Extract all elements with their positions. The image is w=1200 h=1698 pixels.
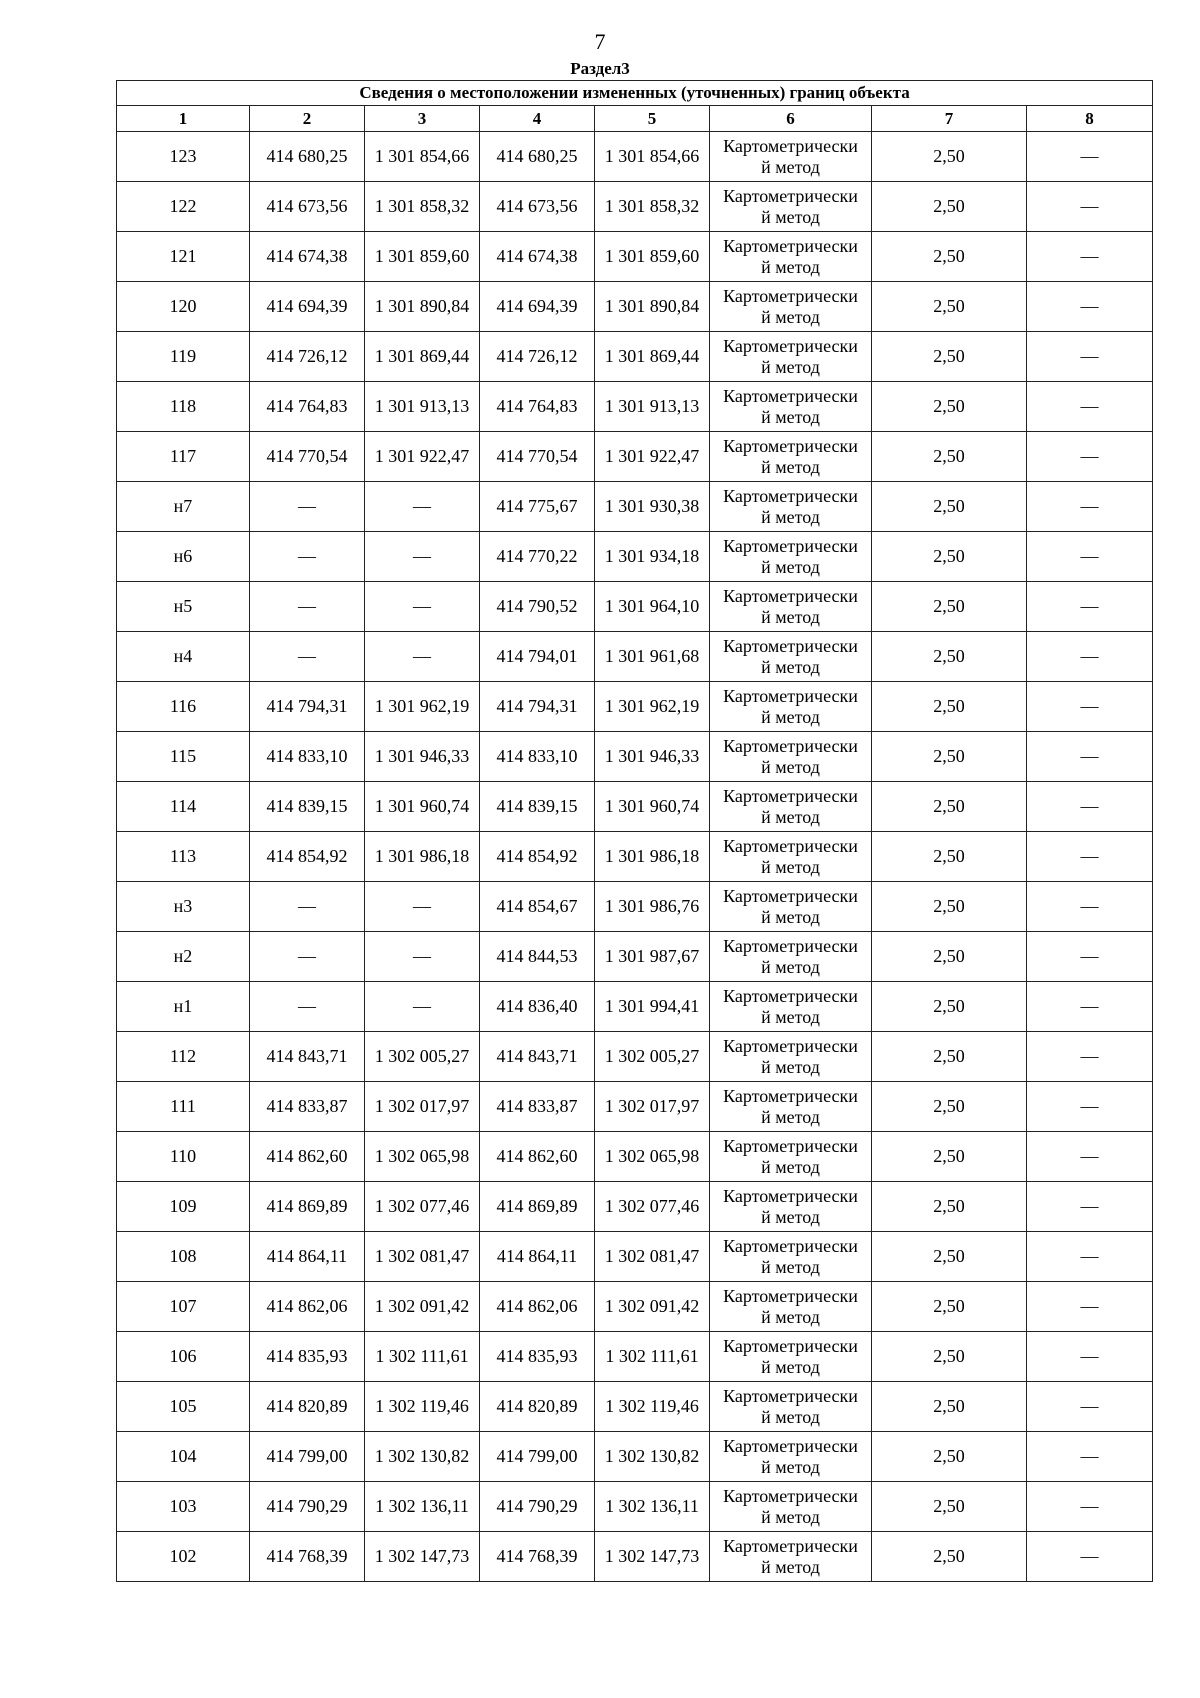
cell-method: Картометрически й метод [710,282,872,332]
cell-x-existing: 414 839,15 [250,782,365,832]
cell-accuracy: 2,50 [872,182,1027,232]
cell-y-new: 1 301 986,18 [595,832,710,882]
cell-x-new: 414 770,22 [480,532,595,582]
cell-description: — [1027,632,1153,682]
cell-method: Картометрически й метод [710,432,872,482]
cell-method: Картометрически й метод [710,632,872,682]
table-row [117,1232,1153,1282]
cell-y-existing: 1 302 005,27 [365,1032,480,1082]
cell-y-existing: 1 302 081,47 [365,1232,480,1282]
cell-y-new: 1 301 962,19 [595,682,710,732]
cell-accuracy: 2,50 [872,1082,1027,1132]
column-header-6: 6 [710,106,872,132]
cell-accuracy: 2,50 [872,582,1027,632]
cell-x-new: 414 862,60 [480,1132,595,1182]
cell-x-existing: 414 833,10 [250,732,365,782]
cell-description: — [1027,1032,1153,1082]
cell-y-new: 1 302 130,82 [595,1432,710,1482]
cell-x-existing: 414 768,39 [250,1532,365,1582]
cell-y-new: 1 301 986,76 [595,882,710,932]
cell-x-existing: — [250,632,365,682]
cell-y-new: 1 301 854,66 [595,132,710,182]
cell-accuracy: 2,50 [872,732,1027,782]
cell-description: — [1027,1282,1153,1332]
cell-method: Картометрически й метод [710,582,872,632]
cell-y-existing: — [365,632,480,682]
cell-point-number: 112 [117,1032,250,1082]
cell-description: — [1027,532,1153,582]
cell-description: — [1027,1132,1153,1182]
column-header-2: 2 [250,106,365,132]
cell-x-new: 414 820,89 [480,1382,595,1432]
cell-point-number: 104 [117,1432,250,1482]
cell-point-number: 108 [117,1232,250,1282]
cell-accuracy: 2,50 [872,1332,1027,1382]
cell-method: Картометрически й метод [710,732,872,782]
table-row [117,932,1153,982]
cell-x-existing: 414 833,87 [250,1082,365,1132]
table-row [117,882,1153,932]
cell-x-new: 414 764,83 [480,382,595,432]
cell-accuracy: 2,50 [872,1532,1027,1582]
cell-y-new: 1 302 017,97 [595,1082,710,1132]
cell-x-existing: 414 864,11 [250,1232,365,1282]
cell-method: Картометрически й метод [710,382,872,432]
cell-y-new: 1 302 091,42 [595,1282,710,1332]
cell-y-existing: 1 301 986,18 [365,832,480,882]
cell-accuracy: 2,50 [872,1482,1027,1532]
cell-x-new: 414 770,54 [480,432,595,482]
cell-description: — [1027,1532,1153,1582]
cell-x-new: 414 790,52 [480,582,595,632]
cell-point-number: 109 [117,1182,250,1232]
cell-accuracy: 2,50 [872,1032,1027,1082]
cell-method: Картометрически й метод [710,1082,872,1132]
table-row [117,1032,1153,1082]
cell-accuracy: 2,50 [872,882,1027,932]
table-row [117,1432,1153,1482]
cell-x-new: 414 794,31 [480,682,595,732]
cell-description: — [1027,932,1153,982]
cell-y-new: 1 301 961,68 [595,632,710,682]
cell-description: — [1027,732,1153,782]
cell-x-new: 414 864,11 [480,1232,595,1282]
cell-point-number: 114 [117,782,250,832]
cell-description: — [1027,1332,1153,1382]
cell-y-existing: 1 301 913,13 [365,382,480,432]
cell-method: Картометрически й метод [710,1132,872,1182]
column-number-row [117,106,1153,132]
table-row [117,532,1153,582]
table-row [117,1382,1153,1432]
table-row [117,1182,1153,1232]
cell-x-existing: 414 854,92 [250,832,365,882]
cell-description: — [1027,132,1153,182]
cell-x-new: 414 833,10 [480,732,595,782]
cell-point-number: н7 [117,482,250,532]
cell-description: — [1027,1482,1153,1532]
cell-point-number: н2 [117,932,250,982]
cell-point-number: 118 [117,382,250,432]
cell-method: Картометрически й метод [710,932,872,982]
table-row [117,182,1153,232]
table-row [117,482,1153,532]
table-row [117,332,1153,382]
cell-x-existing: 414 862,60 [250,1132,365,1182]
cell-y-existing: — [365,482,480,532]
cell-point-number: 113 [117,832,250,882]
cell-x-existing: 414 790,29 [250,1482,365,1532]
cell-accuracy: 2,50 [872,1382,1027,1432]
cell-y-new: 1 301 946,33 [595,732,710,782]
column-header-5: 5 [595,106,710,132]
cell-point-number: 116 [117,682,250,732]
cell-description: — [1027,1432,1153,1482]
cell-y-new: 1 302 005,27 [595,1032,710,1082]
cell-x-existing: 414 794,31 [250,682,365,732]
cell-y-existing: 1 301 859,60 [365,232,480,282]
cell-x-existing: 414 680,25 [250,132,365,182]
cell-method: Картометрически й метод [710,832,872,882]
cell-description: — [1027,1382,1153,1432]
cell-accuracy: 2,50 [872,132,1027,182]
cell-y-new: 1 301 934,18 [595,532,710,582]
cell-description: — [1027,1232,1153,1282]
cell-method: Картометрически й метод [710,1432,872,1482]
cell-point-number: 107 [117,1282,250,1332]
cell-y-new: 1 301 869,44 [595,332,710,382]
cell-y-existing: — [365,882,480,932]
cell-method: Картометрически й метод [710,782,872,832]
cell-x-existing: 414 770,54 [250,432,365,482]
cell-y-new: 1 301 922,47 [595,432,710,482]
cell-point-number: 122 [117,182,250,232]
cell-y-existing: 1 301 869,44 [365,332,480,382]
table-row [117,132,1153,182]
cell-x-new: 414 694,39 [480,282,595,332]
cell-x-new: 414 673,56 [480,182,595,232]
cell-x-existing: 414 835,93 [250,1332,365,1382]
cell-x-new: 414 854,92 [480,832,595,882]
cell-x-new: 414 833,87 [480,1082,595,1132]
cell-accuracy: 2,50 [872,1232,1027,1282]
cell-y-new: 1 301 930,38 [595,482,710,532]
cell-y-new: 1 301 960,74 [595,782,710,832]
table-row [117,1532,1153,1582]
cell-point-number: н3 [117,882,250,932]
table-row [117,1482,1153,1532]
cell-method: Картометрически й метод [710,1182,872,1232]
table-row [117,1282,1153,1332]
cell-point-number: 117 [117,432,250,482]
cell-accuracy: 2,50 [872,1182,1027,1232]
cell-accuracy: 2,50 [872,1282,1027,1332]
cell-y-existing: 1 301 962,19 [365,682,480,732]
cell-method: Картометрически й метод [710,1332,872,1382]
cell-point-number: 121 [117,232,250,282]
cell-x-new: 414 835,93 [480,1332,595,1382]
cell-description: — [1027,232,1153,282]
cell-x-new: 414 839,15 [480,782,595,832]
cell-y-existing: — [365,932,480,982]
table-row [117,632,1153,682]
cell-x-new: 414 775,67 [480,482,595,532]
cell-description: — [1027,982,1153,1032]
cell-description: — [1027,432,1153,482]
cell-x-existing: 414 799,00 [250,1432,365,1482]
table-row [117,732,1153,782]
cell-x-new: 414 862,06 [480,1282,595,1332]
cell-y-new: 1 301 964,10 [595,582,710,632]
cell-accuracy: 2,50 [872,232,1027,282]
cell-y-new: 1 301 913,13 [595,382,710,432]
column-header-8: 8 [1027,106,1153,132]
cell-y-existing: — [365,582,480,632]
cell-y-new: 1 302 111,61 [595,1332,710,1382]
cell-x-new: 414 869,89 [480,1182,595,1232]
cell-description: — [1027,882,1153,932]
cell-y-existing: 1 302 130,82 [365,1432,480,1482]
cell-description: — [1027,582,1153,632]
cell-y-existing: 1 302 065,98 [365,1132,480,1182]
cell-x-new: 414 854,67 [480,882,595,932]
cell-point-number: 119 [117,332,250,382]
cell-y-existing: 1 302 017,97 [365,1082,480,1132]
cell-accuracy: 2,50 [872,332,1027,382]
cell-y-new: 1 302 065,98 [595,1132,710,1182]
cell-x-existing: — [250,482,365,532]
cell-description: — [1027,1082,1153,1132]
cell-y-existing: 1 302 111,61 [365,1332,480,1382]
cell-accuracy: 2,50 [872,782,1027,832]
cell-x-new: 414 680,25 [480,132,595,182]
cell-x-new: 414 794,01 [480,632,595,682]
cell-accuracy: 2,50 [872,432,1027,482]
cell-description: — [1027,282,1153,332]
cell-y-existing: 1 301 854,66 [365,132,480,182]
cell-description: — [1027,382,1153,432]
cell-method: Картометрически й метод [710,482,872,532]
table-row [117,782,1153,832]
cell-accuracy: 2,50 [872,632,1027,682]
table-body [117,132,1153,1582]
table-row [117,1332,1153,1382]
cell-y-existing: 1 302 091,42 [365,1282,480,1332]
cell-accuracy: 2,50 [872,482,1027,532]
cell-description: — [1027,332,1153,382]
cell-y-existing: — [365,982,480,1032]
cell-point-number: 111 [117,1082,250,1132]
cell-accuracy: 2,50 [872,1432,1027,1482]
table-row [117,832,1153,882]
cell-accuracy: 2,50 [872,982,1027,1032]
cell-description: — [1027,482,1153,532]
cell-accuracy: 2,50 [872,682,1027,732]
cell-x-existing: 414 694,39 [250,282,365,332]
cell-accuracy: 2,50 [872,382,1027,432]
cell-point-number: 120 [117,282,250,332]
cell-y-existing: 1 301 890,84 [365,282,480,332]
cell-y-new: 1 302 119,46 [595,1382,710,1432]
cell-description: — [1027,782,1153,832]
table-row [117,1082,1153,1132]
cell-y-existing: 1 301 960,74 [365,782,480,832]
cell-point-number: 102 [117,1532,250,1582]
cell-method: Картометрически й метод [710,682,872,732]
cell-x-existing: — [250,982,365,1032]
cell-point-number: 115 [117,732,250,782]
cell-description: — [1027,832,1153,882]
table-row [117,582,1153,632]
cell-method: Картометрически й метод [710,332,872,382]
cell-x-existing: 414 862,06 [250,1282,365,1332]
cell-method: Картометрически й метод [710,882,872,932]
column-header-7: 7 [872,106,1027,132]
cell-x-existing: — [250,532,365,582]
cell-y-existing: 1 302 119,46 [365,1382,480,1432]
cell-method: Картометрически й метод [710,182,872,232]
table-row [117,432,1153,482]
cell-method: Картометрически й метод [710,132,872,182]
cell-x-existing: — [250,582,365,632]
cell-y-new: 1 302 081,47 [595,1232,710,1282]
cell-x-new: 414 768,39 [480,1532,595,1582]
table-row [117,682,1153,732]
cell-point-number: н6 [117,532,250,582]
cell-x-existing: 414 843,71 [250,1032,365,1082]
cell-y-existing: — [365,532,480,582]
boundary-coordinates-table [116,80,1153,1582]
table-row [117,1132,1153,1182]
cell-y-new: 1 301 987,67 [595,932,710,982]
cell-y-existing: 1 302 136,11 [365,1482,480,1532]
cell-x-existing: 414 726,12 [250,332,365,382]
cell-accuracy: 2,50 [872,832,1027,882]
cell-y-new: 1 302 077,46 [595,1182,710,1232]
cell-method: Картометрически й метод [710,1382,872,1432]
cell-method: Картометрически й метод [710,1282,872,1332]
cell-method: Картометрически й метод [710,532,872,582]
cell-accuracy: 2,50 [872,282,1027,332]
cell-point-number: н5 [117,582,250,632]
table-row [117,982,1153,1032]
cell-point-number: н1 [117,982,250,1032]
cell-y-new: 1 301 890,84 [595,282,710,332]
cell-y-new: 1 301 858,32 [595,182,710,232]
cell-x-new: 414 843,71 [480,1032,595,1082]
cell-x-new: 414 790,29 [480,1482,595,1532]
cell-y-existing: 1 301 946,33 [365,732,480,782]
cell-x-existing: — [250,882,365,932]
cell-description: — [1027,182,1153,232]
table-row [117,232,1153,282]
page-number: 7 [594,29,606,54]
cell-point-number: 103 [117,1482,250,1532]
cell-y-existing: 1 301 922,47 [365,432,480,482]
cell-y-existing: 1 302 077,46 [365,1182,480,1232]
cell-method: Картометрически й метод [710,982,872,1032]
cell-point-number: 105 [117,1382,250,1432]
cell-y-existing: 1 302 147,73 [365,1532,480,1582]
cell-point-number: н4 [117,632,250,682]
cell-x-new: 414 674,38 [480,232,595,282]
cell-method: Картометрически й метод [710,1532,872,1582]
table-caption: Сведения о местоположении измененных (уточненных) границ объекта [117,81,1153,106]
cell-x-existing: 414 674,38 [250,232,365,282]
cell-x-new: 414 844,53 [480,932,595,982]
table-row [117,382,1153,432]
cell-x-existing: 414 869,89 [250,1182,365,1232]
cell-y-new: 1 301 994,41 [595,982,710,1032]
cell-method: Картометрически й метод [710,1032,872,1082]
cell-method: Картометрически й метод [710,232,872,282]
cell-x-existing: 414 820,89 [250,1382,365,1432]
cell-x-existing: 414 764,83 [250,382,365,432]
table-row [117,282,1153,332]
column-header-3: 3 [365,106,480,132]
cell-x-existing: 414 673,56 [250,182,365,232]
cell-x-new: 414 726,12 [480,332,595,382]
column-header-1: 1 [117,106,250,132]
cell-y-new: 1 302 147,73 [595,1532,710,1582]
cell-y-new: 1 301 859,60 [595,232,710,282]
cell-x-new: 414 799,00 [480,1432,595,1482]
section-title: Раздел3 [570,59,630,78]
cell-description: — [1027,682,1153,732]
cell-description: — [1027,1182,1153,1232]
cell-accuracy: 2,50 [872,932,1027,982]
cell-y-new: 1 302 136,11 [595,1482,710,1532]
cell-accuracy: 2,50 [872,1132,1027,1182]
cell-y-existing: 1 301 858,32 [365,182,480,232]
cell-x-new: 414 836,40 [480,982,595,1032]
cell-method: Картометрически й метод [710,1232,872,1282]
cell-accuracy: 2,50 [872,532,1027,582]
column-header-4: 4 [480,106,595,132]
cell-x-existing: — [250,932,365,982]
cell-point-number: 110 [117,1132,250,1182]
cell-point-number: 123 [117,132,250,182]
cell-point-number: 106 [117,1332,250,1382]
cell-method: Картометрически й метод [710,1482,872,1532]
